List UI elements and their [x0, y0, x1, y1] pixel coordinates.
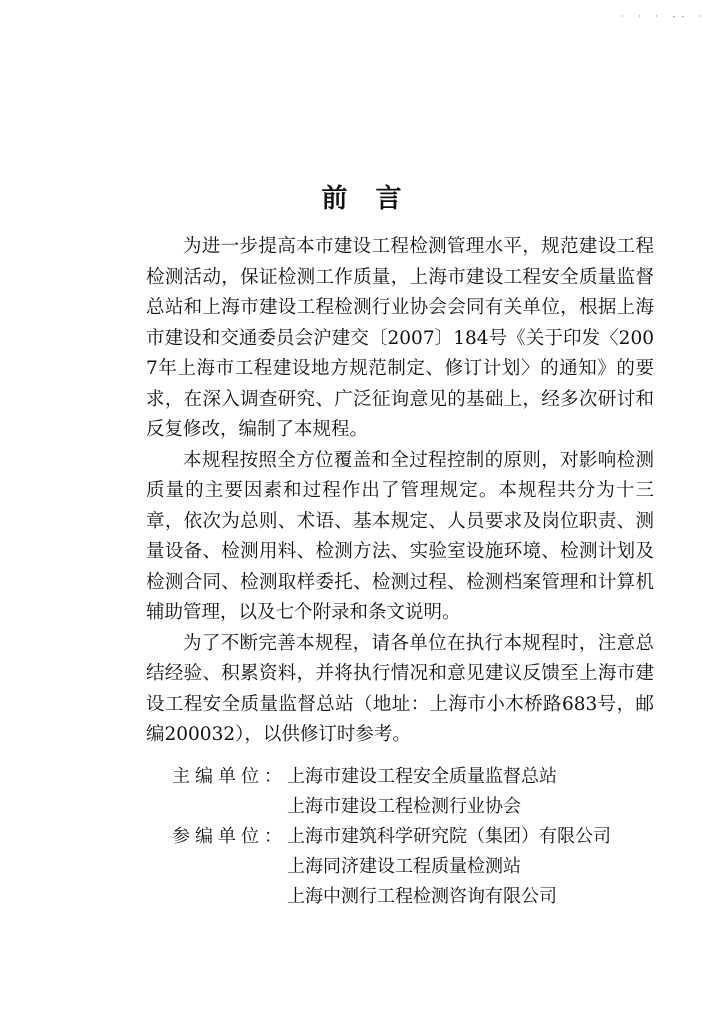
- paragraph-2: 本规程按照全方位覆盖和全过程控制的原则，对影响检测质量的主要因素和过程作出了管理规定。本规程共分为十三章，依次为总则、术语、基本规定、人员要求及岗位职责、测量设备、检测用料、检测方法、实验室设施环境、检测计划及检测合同、检测取样委托、检测过程、检测档案管理和计算机辅助管理，以及七个附录和条文说明。: [146, 449, 654, 623]
- chief-editor-units: [172, 762, 652, 822]
- scan-corner-marks: · · · -- ·: [621, 12, 707, 21]
- chief-editor-unit-1: 上海市建设工程安全质量监督总站: [287, 766, 557, 787]
- paragraph-3: 为了不断完善本规程，请各单位在执行本规程时，注意总结经验、积累资料，并将执行情况和意见建议反馈至上海市建设工程安全质量监督总站（地址：上海市小木桥路683号，邮编200032），以供修订时参考。: [146, 632, 654, 745]
- participating-label: 参编单位：: [172, 826, 287, 847]
- chief-editor-unit-2: 上海市建设工程检测行业协会: [287, 796, 521, 817]
- participating-unit-2: 上海同济建设工程质量检测站: [287, 856, 521, 877]
- preface-body: [146, 232, 654, 751]
- page-title: 前言: [321, 184, 430, 214]
- chief-editor-names: [287, 762, 557, 822]
- participating-names: [287, 822, 611, 912]
- participating-unit-3: 上海中测行工程检测咨询有限公司: [287, 886, 557, 907]
- paragraph-1: 为进一步提高本市建设工程检测管理水平，规范建设工程检测活动，保证检测工作质量，上海市建设工程安全质量监督总站和上海市建设工程检测行业协会会同有关单位，根据上海市建设和交通委员会沪建交〔2007〕184号《关于印发〈2007年上海市工程建设地方规范制定、修订计划〉的通知》的要求，在深入调查研究、广泛征询意见的基础上，经多次研讨和反复修改，编制了本规程。: [146, 236, 654, 440]
- editing-units: [172, 762, 652, 912]
- participating-units: [172, 822, 652, 912]
- participating-unit-1: 上海市建筑科学研究院（集团）有限公司: [287, 826, 611, 847]
- chief-editor-label: 主编单位：: [172, 766, 287, 787]
